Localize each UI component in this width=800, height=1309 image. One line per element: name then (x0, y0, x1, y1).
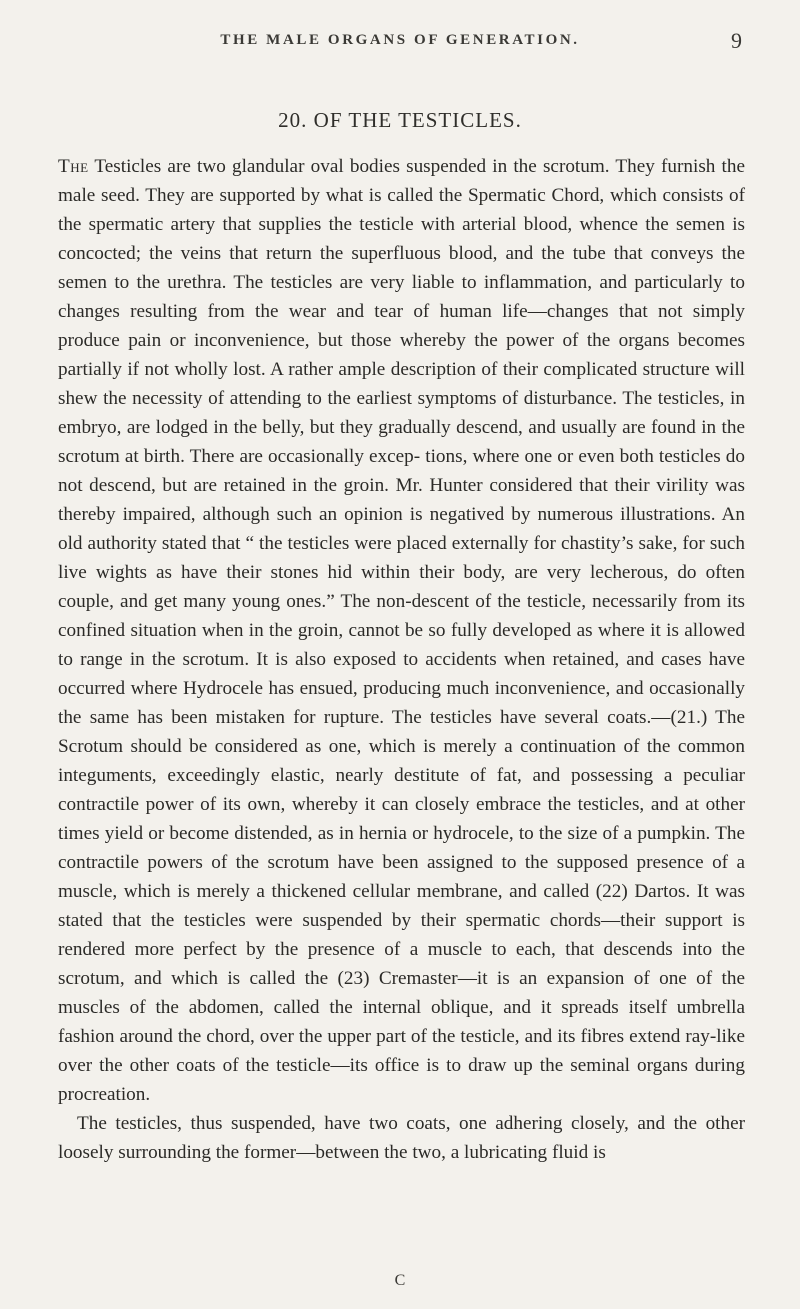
paragraph-2-text: The testicles, thus suspended, have two coats, one adhering closely, and the other loosely surrounding the former—between the two, a lubricating fluid is (58, 1113, 745, 1163)
page-number: 9 (731, 28, 742, 53)
running-title: THE MALE ORGANS OF GENERATION. (220, 32, 580, 48)
body-text (58, 152, 745, 1167)
paragraph-1 (58, 152, 745, 1109)
section-title: 20. OF THE TESTICLES. (278, 108, 522, 132)
paragraph-2 (58, 1109, 745, 1167)
paragraph-lead-word: The (58, 156, 89, 177)
signature-mark: C (394, 1272, 406, 1289)
running-head (0, 28, 800, 62)
paragraph-1-text: Testicles are two glandular oval bodies suspended in the scrotum. They furnish the male seed. They are supported by what is called the Spermatic Chord, which consists of the spermatic artery that supplies the testicle with arterial blood, whence the semen is concocted; the veins that return the superfluous blood, and the tube that conveys the semen to the urethra. The testicles are very liable to inflammation, and particularly to changes resulting from the wear and tear of human life—changes that not simply produce pain or inconvenience, but those whereby the power of the organs becomes partially if not wholly lost. A rather ample description of their complicated structure will shew the necessity of attending to the earliest symptoms of disturbance. The testicles, in embryo, are lodged in the belly, but they gradually descend, and usually are found in the scrotum at birth. There are occasionally excep- tions, where one or even both testicles do not descend, but are retained in the groin. Mr. Hunter considered that their virility was thereby impaired, although such an opinion is negatived by numerous illustrations. An old authority stated that “ the testicles were placed externally for chastity’s sake, for such live wights as have their stones hid within their body, are very lecherous, do often couple, and get many young ones.” The non-descent of the testicle, necessarily from its confined situation when in the groin, cannot be so fully developed as where it is allowed to range in the scrotum. It is also exposed to accidents when retained, and cases have occurred where Hydrocele has ensued, producing much inconvenience, and occasionally the same has been mistaken for rupture. The testicles have several coats.—(21.) The Scrotum should be considered as one, which is merely a continuation of the common integuments, exceedingly elastic, nearly destitute of fat, and possessing a peculiar contractile power of its own, whereby it can closely embrace the testicles, and at other times yield or become distended, as in hernia or hydrocele, to the size of a pumpkin. The contractile powers of the scrotum have been assigned to the supposed presence of a muscle, which is merely a thickened cellular membrane, and called (22) Dartos. It was stated that the testicles were suspended by their spermatic chords—their support is rendered more perfect by the presence of a muscle to each, that descends into the scrotum, and which is called the (23) Cremaster—it is an expansion of one of the muscles of the abdomen, called the internal oblique, and it spreads itself umbrella fashion around the chord, over the upper part of the testicle, and its fibres extend ray-like over the other coats of the testicle—its office is to draw up the seminal organs during procreation. (58, 156, 745, 1105)
